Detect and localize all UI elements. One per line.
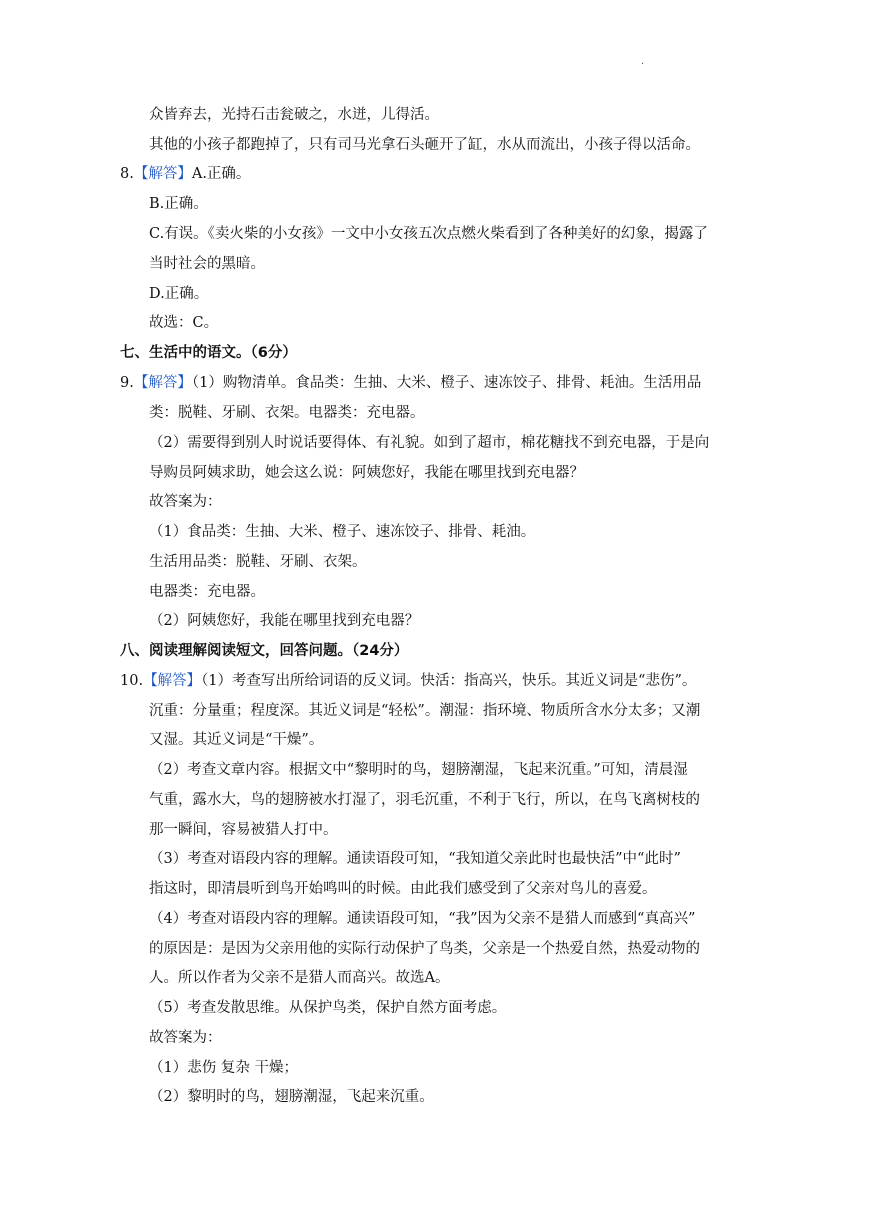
text-line: 气重，露水大，鸟的翅膀被水打湿了，羽毛沉重，不利于飞行，所以，在鸟飞离树枝的 <box>149 792 700 808</box>
text-line: 其他的小孩子都跑掉了，只有司马光拿石头砸开了缸，水从而流出，小孩子得以活命。 <box>149 137 700 153</box>
text-line: 导购员阿姨求助，她会这么说：阿姨您好，我能在哪里找到充电器？ <box>149 465 584 481</box>
answer-tag: 【解答】 <box>143 673 202 689</box>
page-mark: . <box>641 56 645 67</box>
text-line: 故答案为： <box>149 494 222 510</box>
text-line: （2）黎明时的鸟，翅膀潮湿，飞起来沉重。 <box>149 1089 434 1105</box>
text-line: （1）悲伤 复杂 干燥； <box>149 1060 298 1076</box>
text-line: （2）阿姨您好，我能在哪里找到充电器？ <box>149 613 420 629</box>
text-line: 众皆弃去，光持石击瓮破之，水迸，儿得活。 <box>149 107 439 123</box>
text-line: C.有误。《卖火柴的小女孩》一文中小女孩五次点燃火柴看到了各种美好的幻象，揭露了 <box>149 226 708 242</box>
text-line: 又湿。其近义词是“干燥”。 <box>149 732 324 748</box>
text-line: 沉重：分量重；程度深。其近义词是“轻松”。潮湿：指环境、物质所含水分太多；又潮 <box>149 703 701 719</box>
answer-tag: 【解答】 <box>133 375 192 391</box>
text-line: 人。所以作者为父亲不是猎人而高兴。故选A。 <box>149 970 450 986</box>
text-line: （5）考查发散思维。从保护鸟类，保护自然方面考虑。 <box>149 1000 507 1016</box>
text-line: 的原因是：是因为父亲用他的实际行动保护了鸟类，父亲是一个热爱自然，热爱动物的 <box>149 941 700 957</box>
text-line: 故答案为： <box>149 1030 222 1046</box>
text-line: （3）考查对语段内容的理解。通读语段可知，“我知道父亲此时也最快活”中“此时” <box>149 851 681 867</box>
text-line: B.正确。 <box>149 196 208 212</box>
answer-tag: 【解答】 <box>133 166 192 182</box>
section-heading-7: 七、生活中的语文。（6分） <box>120 345 297 361</box>
text-line: 故选：C。 <box>149 315 219 331</box>
text-line: 指这时，即清晨听到鸟开始鸣叫的时候。由此我们感受到了父亲对鸟儿的喜爱。 <box>149 881 657 897</box>
section-heading-8: 八、阅读理解阅读短文，回答问题。（24分） <box>120 643 409 659</box>
answer-8-line: 8.【解答】A.正确。 <box>120 166 251 182</box>
text-line: （4）考查对语段内容的理解。通读语段可知，“我”因为父亲不是猎人而感到“真高兴” <box>149 911 696 927</box>
text-line: D.正确。 <box>149 286 209 302</box>
text-line: （1）食品类：生抽、大米、橙子、速冻饺子、排骨、耗油。 <box>149 524 536 540</box>
text-line: 生活用品类：脱鞋、牙刷、衣架。 <box>149 554 367 570</box>
text-line: 电器类：充电器。 <box>149 584 265 600</box>
answer-9-line: 9.【解答】（1）购物清单。食品类：生抽、大米、橙子、速冻饺子、排骨、耗油。生活用品 <box>120 375 702 391</box>
text-line: 当时社会的黑暗。 <box>149 256 265 272</box>
text-line: （2）考查文章内容。根据文中“黎明时的鸟，翅膀潮湿，飞起来沉重。”可知，清晨湿 <box>149 762 688 778</box>
text-line: 类：脱鞋、牙刷、衣架。电器类：充电器。 <box>149 405 425 421</box>
answer-10-line: 10.【解答】（1）考查写出所给词语的反义词。快活：指高兴，快乐。其近义词是“悲伤”。 <box>120 673 697 689</box>
text-line: 那一瞬间，容易被猎人打中。 <box>149 822 338 838</box>
text-line: （2）需要得到别人时说话要得体、有礼貌。如到了超市，棉花糖找不到充电器，于是向 <box>149 435 710 451</box>
